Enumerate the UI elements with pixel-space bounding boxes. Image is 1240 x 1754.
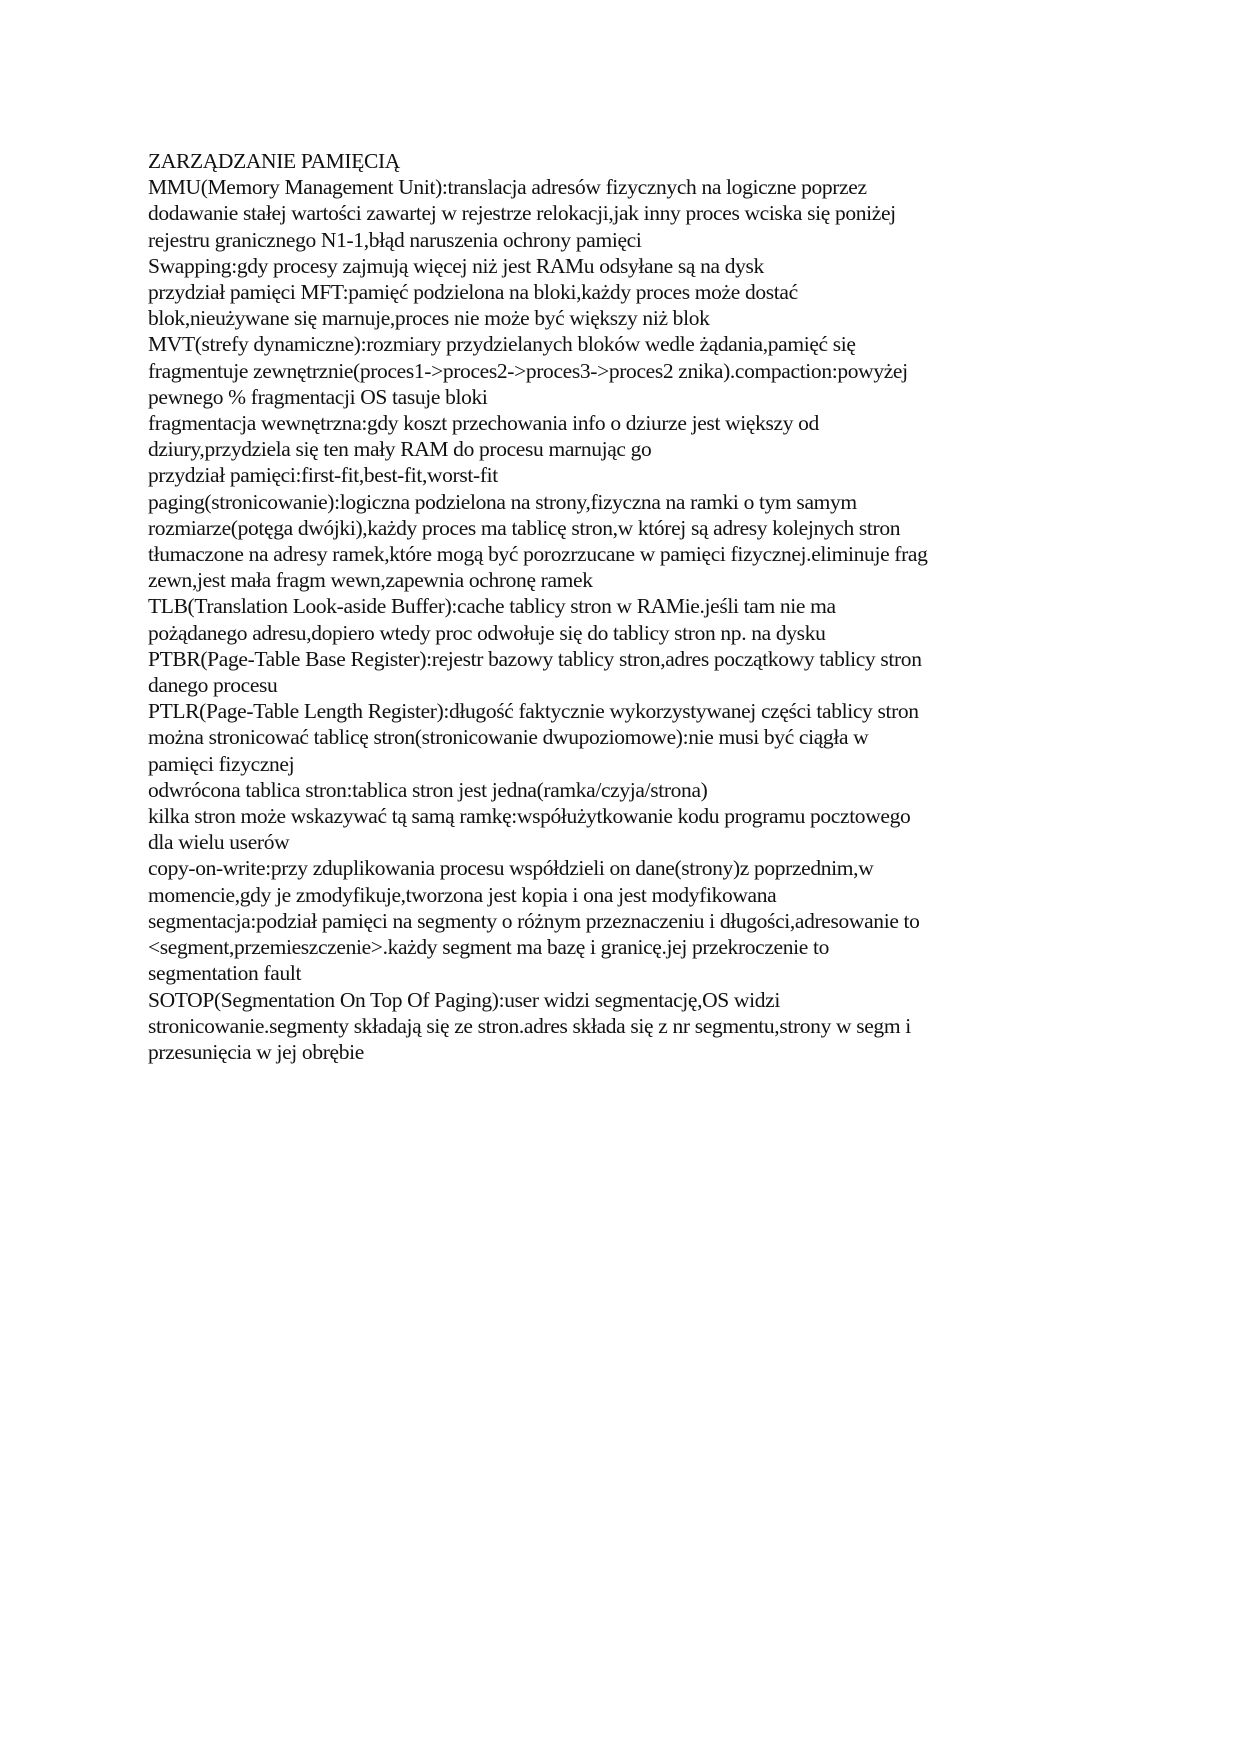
text-line: kilka stron może wskazywać tą samą ramkę:współużytkowanie kodu programu pocztowego xyxy=(148,804,911,829)
text-line: <segment,przemieszczenie>.każdy segment ma bazę i granicę.jej przekroczenie to xyxy=(148,935,830,960)
text-line: TLB(Translation Look-aside Buffer):cache tablicy stron w RAMie.jeśli tam nie ma xyxy=(148,594,836,619)
text-line: fragmentacja wewnętrzna:gdy koszt przechowania info o dziurze jest większy od xyxy=(148,411,819,436)
text-line: MMU(Memory Management Unit):translacja adresów fizycznych na logiczne poprzez xyxy=(148,175,867,200)
text-line: tłumaczone na adresy ramek,które mogą być porozrzucane w pamięci fizycznej.eliminuje frag xyxy=(148,542,928,567)
text-line: Swapping:gdy procesy zajmują więcej niż jest RAMu odsyłane są na dysk xyxy=(148,253,764,278)
document-body xyxy=(148,148,1108,1065)
text-line: segmentacja:podział pamięci na segmenty o różnym przeznaczeniu i długości,adresowanie to xyxy=(148,908,920,933)
text-line: segmentation fault xyxy=(148,961,302,986)
text-line: pewnego % fragmentacji OS tasuje bloki xyxy=(148,384,488,409)
text-line: można stronicować tablicę stron(stronicowanie dwupoziomowe):nie musi być ciągła w xyxy=(148,725,869,750)
text-line: SOTOP(Segmentation On Top Of Paging):user widzi segmentację,OS widzi xyxy=(148,987,780,1012)
text-line: stronicowanie.segmenty składają się ze stron.adres składa się z nr segmentu,strony w segm i xyxy=(148,1013,911,1038)
text-line: danego procesu xyxy=(148,673,278,698)
text-line: blok,nieużywane się marnuje,proces nie może być większy niż blok xyxy=(148,306,710,331)
text-line: pożądanego adresu,dopiero wtedy proc odwołuje się do tablicy stron np. na dysku xyxy=(148,620,826,645)
text-line: momencie,gdy je zmodyfikuje,tworzona jest kopia i ona jest modyfikowana xyxy=(148,882,777,907)
text-line: fragmentuje zewnętrznie(proces1->proces2->proces3->proces2 znika).compaction:powyżej xyxy=(148,358,908,383)
text-line: odwrócona tablica stron:tablica stron jest jedna(ramka/czyja/strona) xyxy=(148,777,708,802)
text-line: pamięci fizycznej xyxy=(148,751,295,776)
text-line: przesunięcia w jej obrębie xyxy=(148,1039,364,1064)
text-line: rejestru granicznego N1-1,błąd naruszenia ochrony pamięci xyxy=(148,227,642,252)
text-line: dziury,przydziela się ten mały RAM do procesu marnując go xyxy=(148,437,652,462)
text-line: dodawanie stałej wartości zawartej w rejestrze relokacji,jak inny proces wciska się poniżej xyxy=(148,201,896,226)
text-line: PTLR(Page-Table Length Register):długość faktycznie wykorzystywanej części tablicy stron xyxy=(148,699,919,724)
text-line: copy-on-write:przy zduplikowania procesu współdzieli on dane(strony)z poprzednim,w xyxy=(148,856,874,881)
text-line: MVT(strefy dynamiczne):rozmiary przydzielanych bloków wedle żądania,pamięć się xyxy=(148,332,856,357)
text-line: zewn,jest mała fragm wewn,zapewnia ochronę ramek xyxy=(148,568,593,593)
text-line: przydział pamięci MFT:pamięć podzielona na bloki,każdy proces może dostać xyxy=(148,280,798,305)
text-line: rozmiarze(potęga dwójki),każdy proces ma tablicę stron,w której są adresy kolejnych stron xyxy=(148,515,901,540)
text-line: przydział pamięci:first-fit,best-fit,worst-fit xyxy=(148,463,498,488)
text-line: dla wielu userów xyxy=(148,830,290,855)
document-title: ZARZĄDZANIE PAMIĘCIĄ xyxy=(148,149,400,173)
text-line: PTBR(Page-Table Base Register):rejestr bazowy tablicy stron,adres początkowy tablicy stron xyxy=(148,646,922,671)
text-line: paging(stronicowanie):logiczna podzielona na strony,fizyczna na ramki o tym samym xyxy=(148,489,857,514)
